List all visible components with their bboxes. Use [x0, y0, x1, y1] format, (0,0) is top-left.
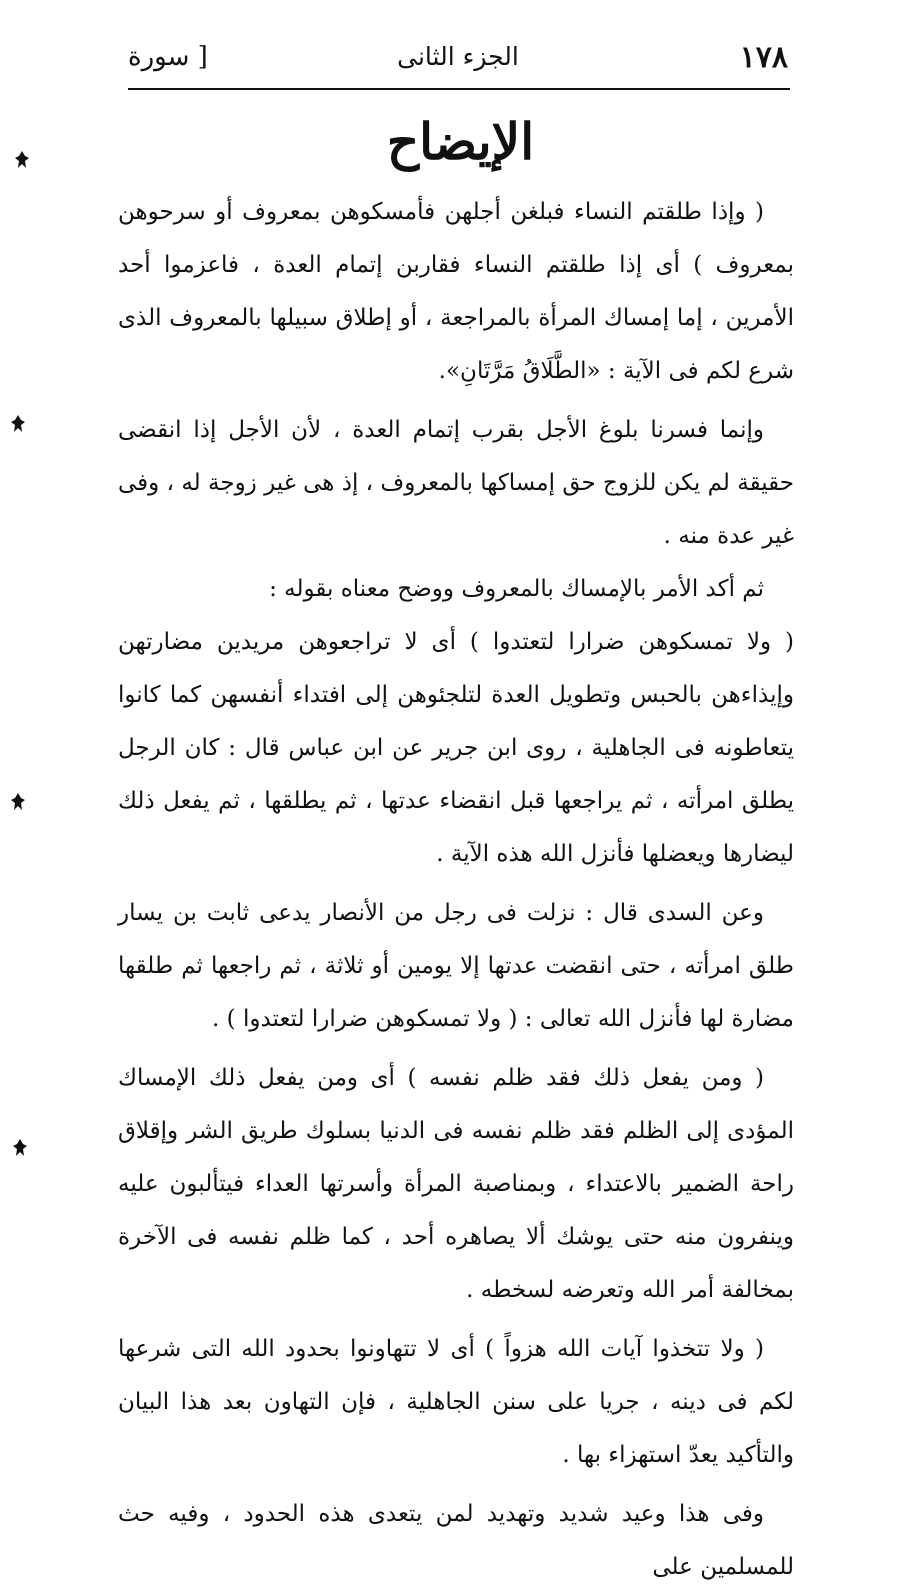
paragraph: وعن السدى قال : نزلت فى رجل من الأنصار يدعى ثابت بن يسار طلق امرأته ، حتى انقضت عدتها إلا يومين أو ثلاثة ، ثم راجعها ثم طلقها مضارة لها فأنزل الله تعالى : ( ولا تمسكوهن ضرارا لتعتدوا ) . [118, 900, 794, 1032]
ink-blot-icon [10, 414, 26, 434]
header-rule [128, 88, 790, 90]
running-header [128, 38, 788, 84]
paragraph: وإنما فسرنا بلوغ الأجل بقرب إتمام العدة ، لأن الأجل إذا انقضى حقيقة لم يكن للزوج حق إمساكها بالمعروف ، إذ هى غير زوجة له ، وفى غير عدة منه . [118, 417, 794, 549]
paragraph: وفى هذا وعيد شديد وتهديد لمن يتعدى هذه الحدود ، وفيه حث للمسلمين على [118, 1501, 794, 1580]
ink-blot-icon [14, 150, 30, 170]
paragraph: ( ولا تمسكوهن ضرارا لتعتدوا ) أى لا تراجعوهن مريدين مضارتهن وإيذاءهن بالحبس وتطويل العدة لتلجئوهن إلى افتداء أنفسهن كما كانوا يتعاطونه فى الجاهلية ، روى ابن جرير عن ابن عباس قال : كان الرجل يطلق امرأته ، ثم يراجعها قبل انقضاء عدتها ، ثم يطلقها ، ثم يفعل ذلك ليضارها ويعضلها فأنزل الله هذه الآية . [118, 629, 794, 867]
paragraph: ( وإذا طلقتم النساء فبلغن أجلهن فأمسكوهن بمعروف أو سرحوهن بمعروف ) أى إذا طلقتم النساء فقاربن إتمام العدة ، فاعزموا أحد الأمرين ، إما إمساك المرأة بالمراجعة ، أو إطلاق سبيلها بالمعروف الذى شرع لكم فى الآية : «الطَّلَاقُ مَرَّتَانِ». [118, 199, 794, 384]
paragraph: ( ولا تتخذوا آيات الله هزواً ) أى لا تتهاونوا بحدود الله التى شرعها لكم فى دينه ، جريا على سنن الجاهلية ، فإن التهاون بعد هذا البيان والتأكيد يعدّ استهزاء بها . [118, 1336, 794, 1468]
surah-label: [ سورة [128, 42, 208, 72]
ink-blot-icon [12, 1138, 28, 1158]
paragraph: ثم أكد الأمر بالإمساك بالمعروف ووضح معناه بقوله : [269, 576, 764, 602]
part-title: الجزء الثانى [397, 42, 519, 71]
section-title: الإيضاح [386, 112, 535, 171]
ink-blot-icon [10, 792, 26, 812]
paragraph: ( ومن يفعل ذلك فقد ظلم نفسه ) أى ومن يفعل ذلك الإمساك المؤدى إلى الظلم فقد ظلم نفسه فى الدنيا بسلوك طريق الشر وإقلاق راحة الضمير بالاعتداء ، وبمناصبة المرأة وأسرتها العداء فيتألبون عليه وينفرون منه حتى يوشك ألا يصاهره أحد ، كما ظلم نفسه فى الآخرة بمخالفة أمر الله وتعرضه لسخطه . [118, 1065, 794, 1303]
body-text [118, 186, 794, 1594]
page-number: ١٧٨ [739, 40, 788, 75]
